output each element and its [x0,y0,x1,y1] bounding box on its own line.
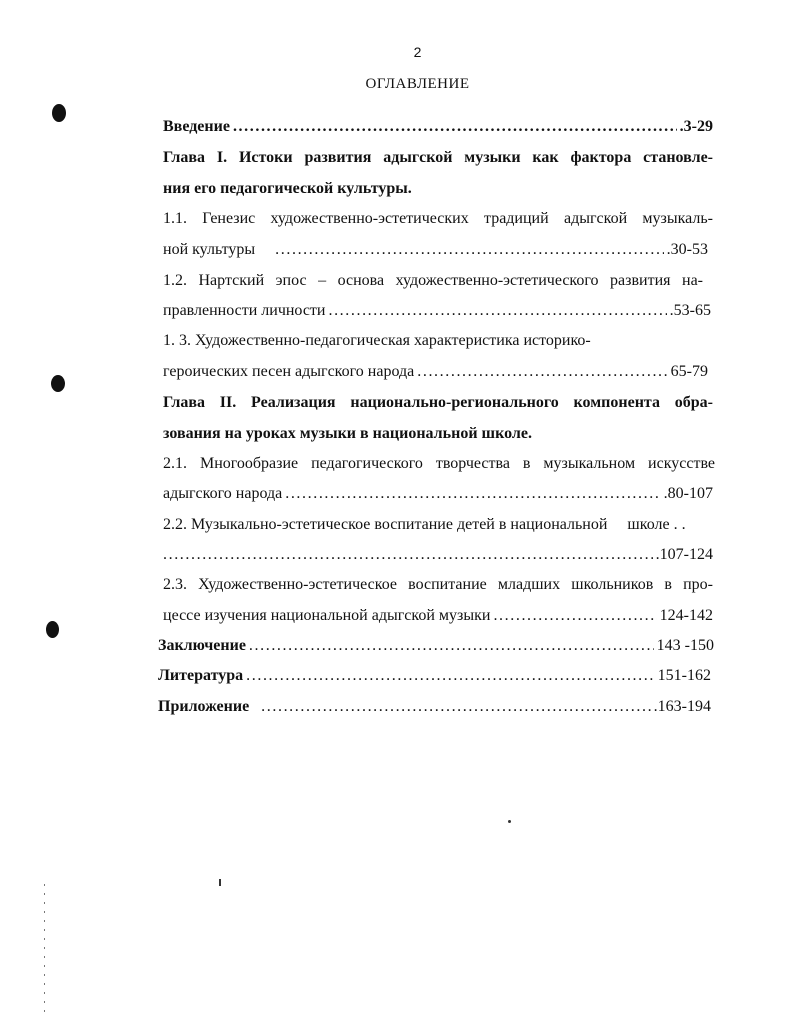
toc-entry-label: Заключение [158,637,246,654]
dot-leader [285,484,660,504]
binder-hole-mark-bottom [46,621,59,638]
toc-entry-pages: 143 -150 [656,637,714,654]
toc-section-2-1-line-2 [163,484,713,504]
toc-chapter-1-line-1: Глава I. Истоки развития адыгской музыки как фактора становле- [163,149,713,166]
toc-entry-pages: .107-124 [655,546,713,563]
toc-section-2-2-line-2 [163,545,713,565]
toc-entry-intro [163,117,713,137]
toc-entry-pages: .3-29 [679,118,713,135]
page-number: 2 [413,44,422,60]
toc-entry-pages: .163-194 [653,698,711,715]
dot-leader [163,545,653,565]
toc-entry-label: Введение [163,118,230,135]
dot-leader [493,606,656,626]
toc-section-1-3-line-1: 1. 3. Художественно-педагогическая характеристика историко- [163,332,591,349]
toc-entry-label: цессе изучения национальной адыгской музыки [163,607,491,624]
binder-hole-mark-top [52,104,66,122]
toc-section-1-2-line-1: 1.2. Нартский эпос – основа художественно-эстетического развития на- [163,272,703,289]
toc-entry-label: Приложение [158,698,250,715]
dot-leader [249,636,654,656]
scan-speck [508,820,511,823]
toc-chapter-2-line-1: Глава II. Реализация национально-регионального компонента обра- [163,394,713,411]
toc-section-1-3-line-2 [163,362,708,382]
toc-entry-label: Литература [158,667,244,684]
toc-entry-label: героических песен адыгского народа [163,363,415,380]
toc-section-2-3-line-1: 2.3. Художественно-эстетическое воспитание младших школьников в про- [163,576,713,593]
toc-section-2-2-line-1: 2.2. Музыкально-эстетическое воспитание детей в национальной школе . . [163,516,686,533]
toc-section-2-1-line-1: 2.1. Многообразие педагогического творчества в музыкальном искусстве [163,455,715,472]
toc-entry-pages: .30-53 [666,241,708,258]
toc-section-1-1-line-1: 1.1. Генезис художественно-эстетических традиций адыгской музыкаль- [163,210,713,227]
dot-leader [233,117,677,137]
binder-hole-mark-middle [51,375,65,392]
page-title: ОГЛАВЛЕНИЕ [365,76,470,92]
scan-speck [219,879,221,886]
toc-section-2-3-line-2 [163,606,713,626]
toc-entry-pages: 151-162 [657,667,711,684]
toc-entry-label: правленности личности [163,302,326,319]
toc-entry-label: адыгского народа [163,485,283,502]
dot-leader [328,301,666,321]
dot-leader [275,240,664,260]
toc-entry-pages: 124-142 [659,607,713,624]
toc-entry-pages: .53-65 [669,302,711,319]
dot-leader [246,666,655,686]
toc-entry-label: ной культуры [163,241,256,258]
dot-leader [417,362,667,382]
toc-chapter-2-line-2: зования на уроках музыки в национальной школе. [163,425,532,442]
dot-leader [261,697,651,717]
toc-section-1-2-line-2 [163,301,711,321]
toc-entry-appendix [158,697,711,717]
toc-entry-pages: 65-79 [670,363,708,380]
toc-section-1-1-line-2 [163,240,708,260]
toc-entry-literature [158,666,711,686]
scan-speck [44,884,45,1014]
toc-entry-pages: .80-107 [663,485,713,502]
toc-chapter-1-line-2: ния его педагогической культуры. [163,180,412,197]
toc-entry-conclusion [158,636,714,656]
